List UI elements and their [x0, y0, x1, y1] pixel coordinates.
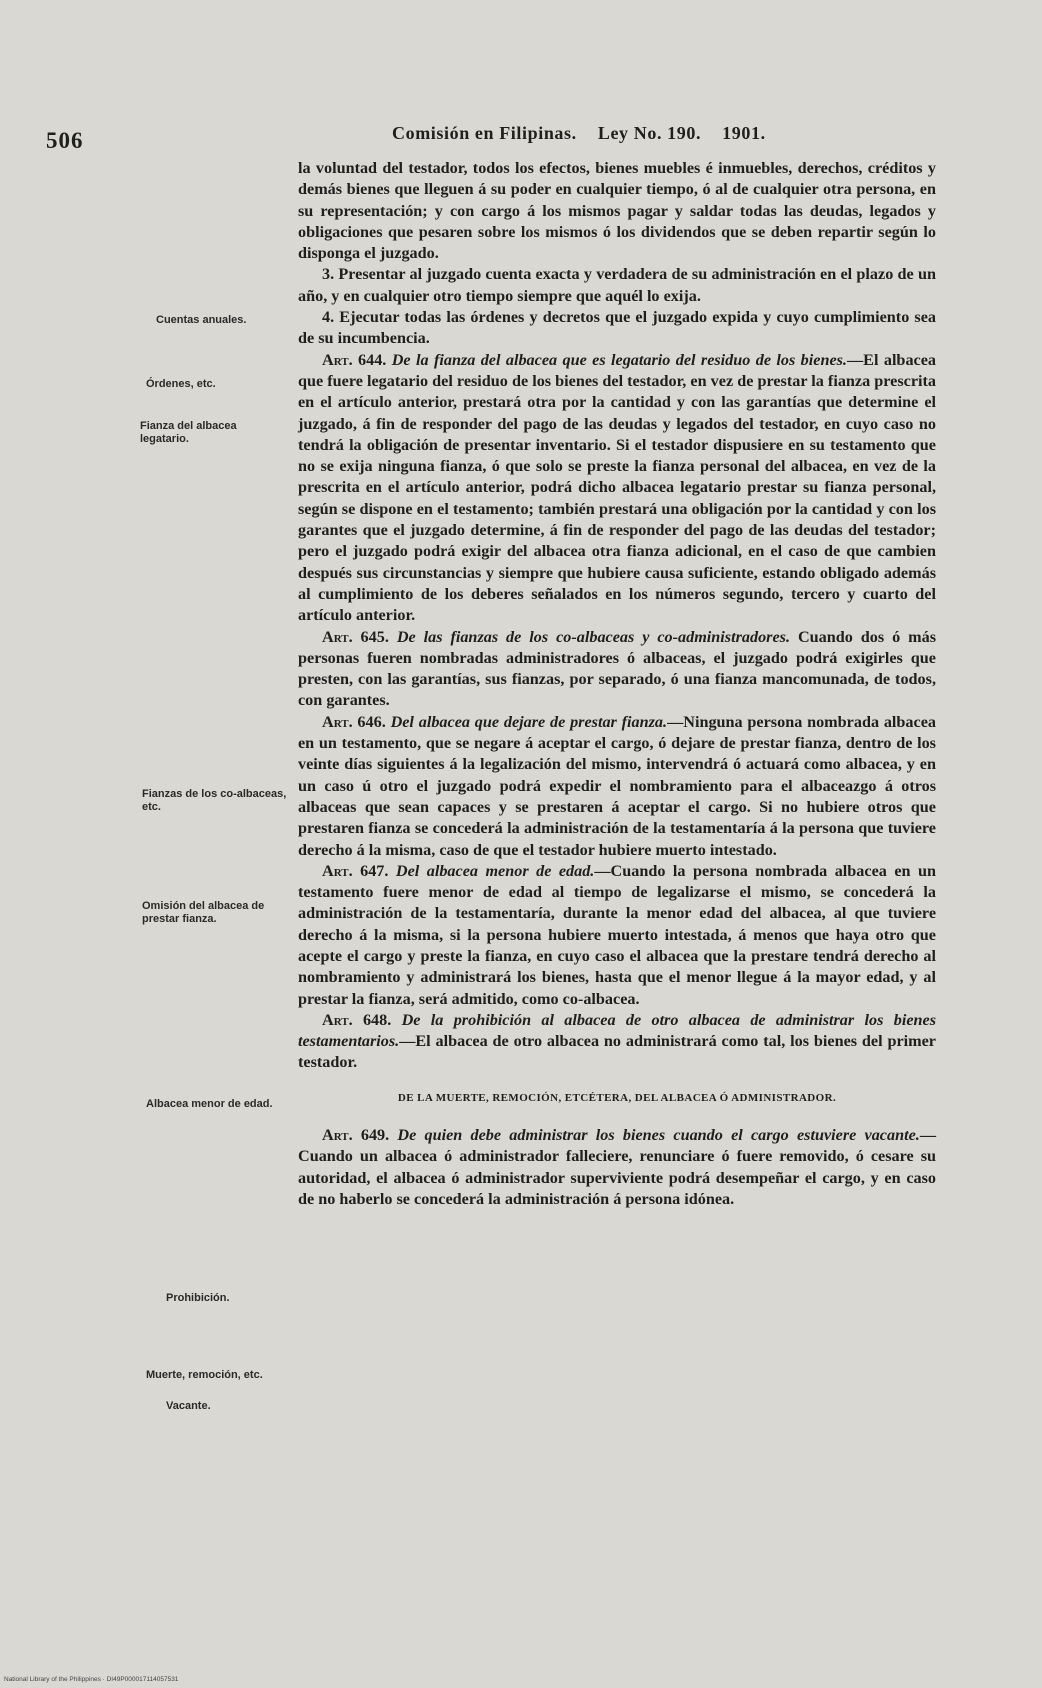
section-heading: DE LA MUERTE, REMOCIÓN, ETCÉTERA, DEL ALBACEA Ó ADMINISTRADOR.	[397, 1091, 837, 1104]
margin-note-muerte: Muerte, remoción, etc.	[146, 1369, 263, 1381]
running-title-law: Ley No. 190.	[597, 123, 702, 143]
article-645-number: Art. 645.	[322, 627, 389, 646]
paragraph-item-4: 4. Ejecutar todas las órdenes y decretos que el juzgado expida y cuyo cumplimiento sea de su incumbencia.	[298, 308, 936, 348]
article-646-number: Art. 646.	[322, 712, 386, 731]
footer-credit: National Library of the Philippines · DI49P000017114057531	[4, 1676, 179, 1683]
article-645-title: De las fianzas de los co-albaceas y co-administradores.	[396, 627, 791, 646]
margin-note-omision: Omisión del albacea de prestar fianza.	[142, 900, 265, 925]
page-number: 506	[46, 128, 84, 153]
article-644-title: De la fianza del albacea que es legatario del residuo de los bienes.	[391, 350, 847, 369]
article-644	[298, 350, 936, 627]
article-647-number: Art. 647.	[322, 861, 389, 880]
body-text	[298, 158, 936, 1210]
margin-note-menor: Albacea menor de edad.	[146, 1098, 273, 1110]
running-header	[392, 123, 782, 144]
article-646-title: Del albacea que dejare de prestar fianza.	[390, 712, 668, 731]
article-644-text: —El albacea que fuere legatario del residuo de los bienes del testador, en vez de prestar la fianza prescrita en el artículo anterior, prestará otra por la cantidad y con las garantías que determine el juzgado, á fin de responder del pago de las deudas y legados del testador, en cuyo caso no tendrá la obligación de presentar inventario. Si el testador dispusiere en su testamento que no se exija ninguna fianza, ó que solo se preste la fianza personal del albacea, en vez de la prescrita en el artículo anterior, podrá dicho albacea legatario prestar su fianza personal, según se dispone en el testamento; también prestará una obligación por la cantidad y con los garantes que el juzgado determine, á fin de responder del pago de las deudas del testador; pero el juzgado podrá exigir del albacea otra fianza adicional, en el caso de que cambien después sus circunstancias y siempre que hubiere causa suficiente, estando obligado además al cumplimiento de los deberes señalados en los números segundo, tercero y cuarto del artículo anterior.	[298, 350, 936, 625]
article-648-number: Art. 648.	[322, 1010, 392, 1029]
article-646-text: —Ninguna persona nombrada albacea en un testamento, que se negare á aceptar el cargo, ó dejare de prestar fianza, dentro de los veinte días siguientes á la legalización del mismo, intervendrá ó actuará como albacea, y en un caso ú otro el juzgado podrá expedir el nombramiento para el albaceazgo á otros albaceas que sean capaces y se prestaren á aceptar el cargo. Si no hubiere otros que prestaren fianza se concederá la administración de la testamentaría á la persona que tuviere derecho á la misma, caso de que el testador hubiere muerto intestado.	[298, 712, 936, 859]
article-649	[298, 1125, 936, 1210]
article-645-text: Cuando dos ó más personas fueren nombradas administradores ó albaceas, el juzgado podrá exigirles que presten, con las garantías, sus fianzas, por separado, ó una fianza mancomunada, de todos, con garantes.	[298, 627, 936, 710]
running-title-year: 1901.	[722, 123, 766, 143]
article-647-title: Del albacea menor de edad.	[395, 861, 595, 880]
margin-note-cuentas: Cuentas anuales.	[156, 314, 247, 326]
article-649-text: —Cuando un albacea ó administrador falleciere, renunciare ó fuere removido, ó cesare su autoridad, el albacea ó administrador superviviente podrá desempeñar el cargo, y en caso de no haberlo se concederá la administración á persona idónea.	[298, 1126, 936, 1208]
margin-note-vacante: Vacante.	[166, 1400, 211, 1412]
article-648-title: De la prohibición al albacea de otro albacea de administrar los bienes testamentarios.	[298, 1010, 936, 1051]
article-644-number: Art. 644.	[322, 350, 387, 369]
running-title-commission: Comisión en Filipinas.	[392, 123, 577, 143]
article-646	[298, 712, 936, 861]
article-645	[298, 627, 936, 712]
margin-note-co-albaceas: Fianzas de los co-albaceas, etc.	[142, 788, 287, 813]
article-647-text: —Cuando la persona nombrada albacea en un testamento fuere menor de edad al tiempo de legalizarse el mismo, se concederá la administración de la testamentaría, durante la menor edad del albacea, al que tuviere derecho á la misma, si la persona hubiere muerto intestada, á menos que haya otro que acepte el cargo y preste la fianza, en cuyo caso el albacea que la prestare tendrá derecho al nombramiento y administrará los bienes, hasta que el menor llegue á la mayor edad, y al prestar la fianza, será admitido, como co-albacea.	[298, 861, 936, 1008]
article-648	[298, 1010, 936, 1074]
paragraph-continuation: la voluntad del testador, todos los efectos, bienes muebles é inmuebles, derechos, créditos y demás bienes que lleguen á su poder en cualquier tiempo, ó al de cualquier otra persona, en su representación; y con cargo á los mismos pagar y saldar todas las deudas, legados y obligaciones que pesaren sobre los mismos ó los dividendos que se deben repartir según lo disponga el juzgado.	[298, 159, 936, 263]
margin-note-ordenes: Órdenes, etc.	[146, 378, 216, 390]
paragraph-item-3: 3. Presentar al juzgado cuenta exacta y verdadera de su administración en el plazo de un año, y en cualquier otro tiempo siempre que aquél lo exija.	[298, 265, 936, 305]
margin-note-prohibicion: Prohibición.	[166, 1292, 230, 1304]
article-649-number: Art. 649.	[322, 1126, 390, 1145]
article-649-title: De quien debe administrar los bienes cuando el cargo estuviere vacante.	[397, 1126, 920, 1145]
article-648-text: —El albacea de otro albacea no administrará como tal, los bienes del primer testador.	[298, 1032, 936, 1072]
margin-note-fianza-legatario: Fianza del albacea legatario.	[140, 420, 237, 445]
article-647	[298, 861, 936, 1010]
